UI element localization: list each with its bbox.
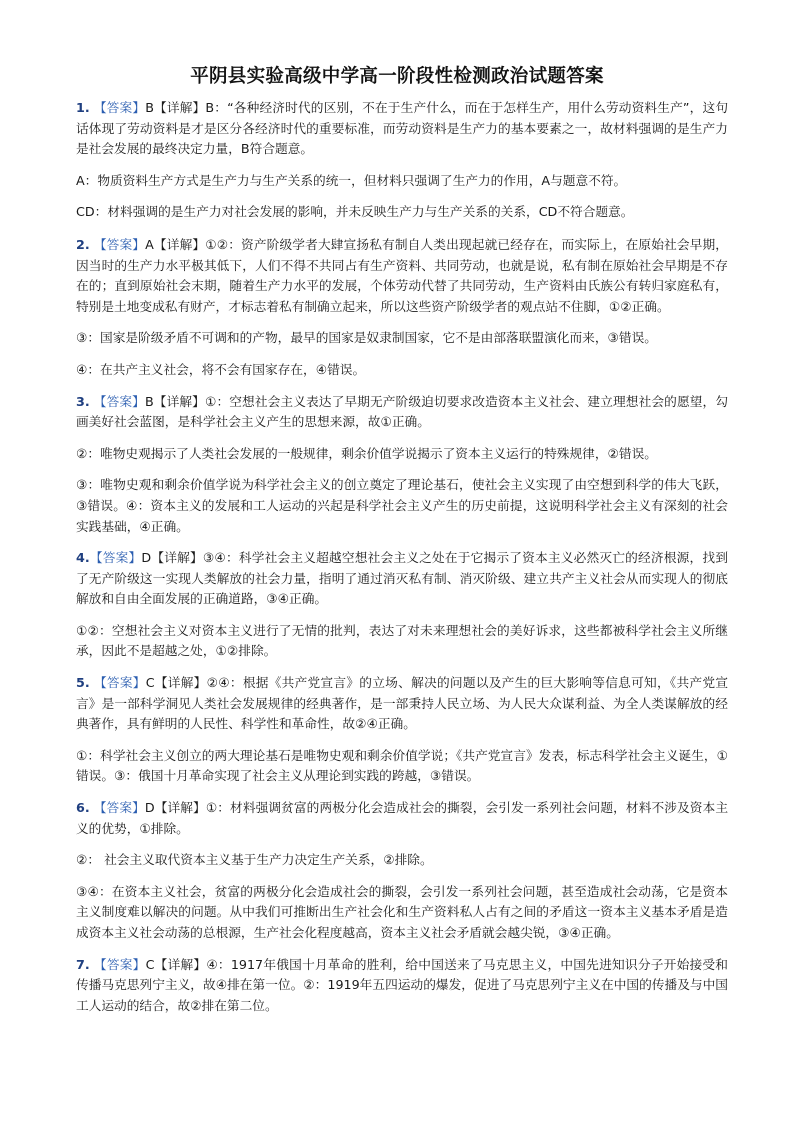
question-2-paragraph-1	[76, 235, 728, 317]
answer-letter: D	[141, 550, 152, 566]
question-number: 1.	[76, 100, 90, 115]
question-number: 2.	[76, 236, 90, 252]
answer-letter: B	[145, 100, 154, 115]
answer-letter: C	[145, 675, 155, 691]
explanation-text: B：“各种经济时代的区别，不在于生产什么，而在于怎样生产，用什么劳动资料生产”，这句话体现了劳动资料是才是区分各经济时代的重要标准，而劳动资料是生产力的基本要素之一，故材料强调的是生产力是社会发展的最终决定力量，B符合题意。	[76, 100, 729, 157]
question-number: 6.	[76, 800, 90, 816]
question-4-paragraph-2: ①②：空想社会主义对资本主义进行了无情的批判，表达了对未来理想社会的美好诉求，这些都被科学社会主义所继承，因此不是超越之处，①②排除。	[76, 622, 728, 659]
question-7-paragraph-1	[76, 955, 728, 1017]
detail-tag: 【详解】	[153, 236, 206, 252]
detail-tag: 【详解】	[154, 956, 207, 972]
answer-letter: A	[145, 236, 154, 252]
answer-tag: 【答案】	[89, 550, 142, 566]
explanation-text: ④：1917年俄国十月革命的胜利，给中国送来了马克思主义，中国先进知识分子开始接受和传播马克思列宁主义，故④排在第一位。②：1919年五四运动的爆发，促进了马克思列宁主义在中国的传播及与中国工人运动的结合，故②排在第二位。	[76, 956, 728, 1013]
answer-tag: 【答案】	[93, 956, 146, 972]
question-5-paragraph-1	[76, 673, 728, 735]
detail-tag: 【详解】	[154, 675, 207, 691]
page-title: 平阴县实验高级中学高一阶段性检测政治试题答案	[190, 66, 604, 87]
question-4-paragraph-1	[76, 548, 728, 610]
explanation-text: ①：材料强调贫富的两极分化会造成社会的撕裂，会引发一系列社会问题，材料不涉及资本主义的优势，①排除。	[76, 800, 729, 836]
question-6-paragraph-2: ②： 社会主义取代资本主义基于生产力决定生产关系，②排除。	[76, 852, 433, 868]
detail-tag: 【详解】	[154, 800, 206, 816]
question-1-paragraph-3: CD：材料强调的是生产力对社会发展的影响，并未反映生产力与生产关系的关系，CD不符合题意。	[76, 204, 634, 220]
detail-tag: 【详解】	[151, 550, 203, 566]
answer-tag: 【答案】	[93, 675, 146, 691]
answer-tag: 【答案】	[93, 800, 145, 816]
question-number: 3.	[76, 393, 90, 409]
question-number: 5.	[76, 675, 90, 691]
detail-tag: 【详解】	[153, 393, 205, 409]
question-5-paragraph-2: ①：科学社会主义创立的两大理论基石是唯物史观和剩余价值学说；《共产党宣言》发表，标志科学社会主义诞生，①错误。③：俄国十月革命实现了社会主义从理论到实践的跨越，③错误。	[76, 747, 728, 784]
question-3-paragraph-2: ②：唯物史观揭示了人类社会发展的一般规律，剩余价值学说揭示了资本主义运行的特殊规律，②错误。	[76, 445, 657, 461]
explanation-text: ②④：根据《共产党宣言》的立场、解决的问题以及产生的巨大影响等信息可知，《共产党宣言》是一部科学洞见人类社会发展规律的经典著作，是一部秉持人民立场、为人民大众谋利益、为全人类谋解放的经典著作，具有鲜明的人民性、科学性和革命性，故②④正确。	[76, 675, 729, 732]
explanation-text: ①②：资产阶级学者大肆宣扬私有制自人类出现起就已经存在，而实际上，在原始社会早期，因当时的生产力水平极其低下，人们不得不共同占有生产资料、共同劳动，也就是说，私有制在原始社会早期是不存在的；直到原始社会末期，随着生产力水平的发展，个体劳动代替了共同劳动，生产资料由氏族公有转归家庭私有，特别是土地变成私有财产，才标志着私有制确立起来，所以这些资产阶级学者的观点站不住脚，①②正确。	[76, 236, 728, 314]
question-6-paragraph-3: ③④：在资本主义社会，贫富的两极分化会造成社会的撕裂，会引发一系列社会问题，甚至造成社会动荡，它是资本主义制度难以解决的问题。从中我们可推断出生产社会化和生产资料私人占有之间的矛盾这一资本主义基本矛盾是造成资本主义社会动荡的总根源，生产社会化程度越高，资本主义社会矛盾就会越尖锐，③④正确。	[76, 883, 728, 940]
question-number: 4.	[76, 550, 90, 566]
answer-tag: 【答案】	[93, 236, 146, 252]
question-3-paragraph-3: ③：唯物史观和剩余价值学说为科学社会主义的创立奠定了理论基石，使社会主义实现了由空想到科学的伟大飞跃，③错误。④：资本主义的发展和工人运动的兴起是科学社会主义产生的历史前提，这说明科学社会主义有深刻的社会实践基础，④正确。	[76, 477, 728, 534]
explanation-text: ③④：科学社会主义超越空想社会主义之处在于它揭示了资本主义必然灭亡的经济根源，找到了无产阶级这一实现人类解放的社会力量，指明了通过消灭私有制、消灭阶级、建立共产主义社会从而实现人的彻底解放和自由全面发展的正确道路，③④正确。	[76, 550, 729, 607]
answer-tag: 【答案】	[93, 100, 146, 115]
question-1-paragraph-2: A：物质资料生产方式是生产力与生产关系的统一，但材料只强调了生产力的作用，A与题意不符。	[76, 172, 627, 188]
question-2-paragraph-3: ④：在共产主义社会，将不会有国家存在，④错误。	[76, 361, 366, 377]
question-3-paragraph-1	[76, 392, 728, 433]
question-number: 7.	[76, 956, 90, 972]
question-6-paragraph-1	[76, 798, 728, 839]
answer-tag: 【答案】	[93, 393, 145, 409]
detail-tag: 【详解】	[153, 100, 206, 115]
answer-letter: C	[145, 956, 155, 972]
answer-letter: B	[144, 393, 154, 409]
question-2-paragraph-2: ③：国家是阶级矛盾不可调和的产物，最早的国家是奴隶制国家，它不是由部落联盟演化而来，③错误。	[76, 330, 657, 346]
explanation-text: ①：空想社会主义表达了早期无产阶级迫切要求改造资本主义社会、建立理想社会的愿望，勾画美好社会蓝图，是科学社会主义产生的思想来源，故①正确。	[76, 393, 729, 430]
answer-content	[76, 98, 728, 1027]
answer-letter: D	[144, 800, 155, 816]
question-1-paragraph-1	[76, 98, 728, 160]
